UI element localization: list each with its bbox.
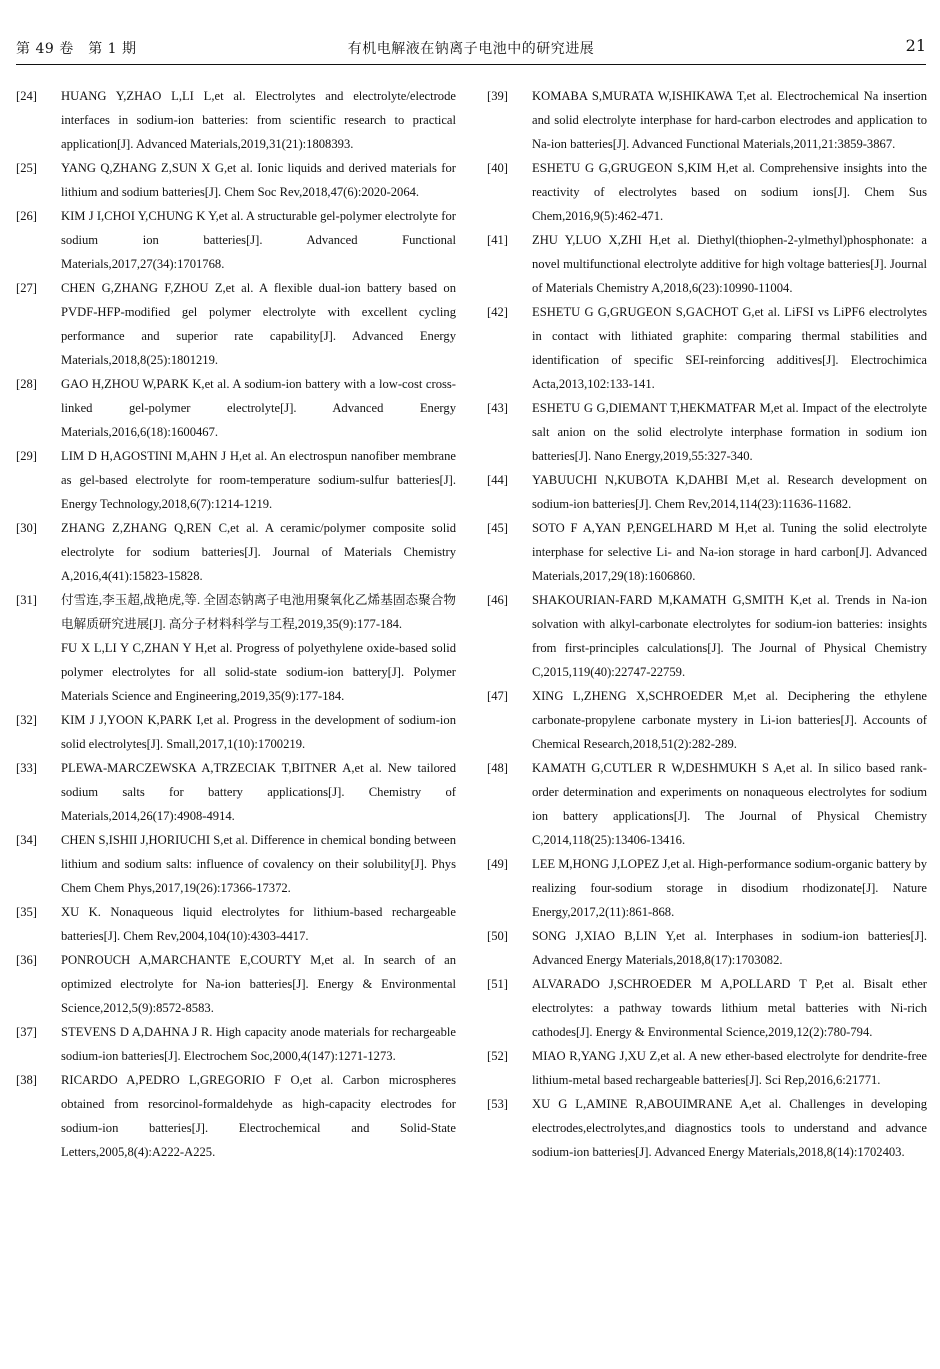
reference-number: [45] (487, 521, 508, 535)
reference-item (487, 1092, 927, 1164)
reference-number: [26] (16, 209, 37, 223)
reference-item (487, 852, 927, 924)
reference-item (16, 1020, 456, 1068)
reference-text: ZHU Y,LUO X,ZHI H,et al. Diethyl(thiophen-2-ylmethyl)phosphonate: a novel multifunctional electrolyte additive for high voltage batteries[J]. Journal of Materials Chemistry A,2018,6(23):10990-11004. (532, 233, 927, 295)
reference-item (487, 396, 927, 468)
reference-item (16, 588, 456, 708)
reference-number: [43] (487, 401, 508, 415)
reference-text: PLEWA-MARCZEWSKA A,TRZECIAK T,BITNER A,et al. New tailored sodium salts for battery applications[J]. Chemistry of Materials,2014,26(17):4908-4914. (61, 761, 456, 823)
page-number: 21 (905, 36, 926, 55)
header-rule (16, 64, 926, 65)
reference-number: [52] (487, 1049, 508, 1063)
reference-number: [41] (487, 233, 508, 247)
reference-number: [48] (487, 761, 508, 775)
reference-item (16, 516, 456, 588)
reference-text: KIM J J,YOON K,PARK I,et al. Progress in the development of sodium-ion solid electrolytes[J]. Small,2017,1(10):1700219. (61, 713, 456, 751)
reference-text: MIAO R,YANG J,XU Z,et al. A new ether-based electrolyte for dendrite-free lithium-metal based rechargeable batteries[J]. Sci Rep,2016,6:21771. (532, 1049, 927, 1087)
reference-item (487, 684, 927, 756)
volume-issue: 第 49 卷 第 1 期 (16, 41, 137, 57)
reference-number: [50] (487, 929, 508, 943)
reference-text: CHEN S,ISHII J,HORIUCHI S,et al. Difference in chemical bonding between lithium and sodium salts: influence of covalency on their solubility[J]. Phys Chem Chem Phys,2017,19(26):17366-17372. (61, 833, 456, 895)
reference-item (16, 372, 456, 444)
reference-text-translation: FU X L,LI Y C,ZHAN Y H,et al. Progress of polyethylene oxide-based solid polymer electrolytes for all solid-state sodium-ion battery[J]. Polymer Materials Science and Engineering,2019,35(9):177-184. (61, 641, 456, 703)
reference-item (16, 204, 456, 276)
reference-item (16, 84, 456, 156)
reference-number: [27] (16, 281, 37, 295)
reference-text: RICARDO A,PEDRO L,GREGORIO F O,et al. Carbon microspheres obtained from resorcinol-formaldehyde as high-capacity electrodes for sodium-ion batteries[J]. Electrochemical and Solid-State Letters,2005,8(4):A222-A225. (61, 1073, 456, 1159)
reference-text: HUANG Y,ZHAO L,LI L,et al. Electrolytes and electrolyte/electrode interfaces in sodium-ion batteries: from scientific research to practical application[J]. Advanced Materials,2019,31(21):1808393. (61, 89, 456, 151)
reference-number: [30] (16, 521, 37, 535)
reference-number: [40] (487, 161, 508, 175)
reference-number: [39] (487, 89, 508, 103)
reference-number: [38] (16, 1073, 37, 1087)
reference-number: [32] (16, 713, 37, 727)
reference-text: ZHANG Z,ZHANG Q,REN C,et al. A ceramic/polymer composite solid electrolyte for sodium batteries[J]. Journal of Materials Chemistry A,2016,4(41):15823-15828. (61, 521, 456, 583)
reference-item (16, 756, 456, 828)
running-header (16, 30, 926, 64)
reference-text: SOTO F A,YAN P,ENGELHARD M H,et al. Tuning the solid electrolyte interphase for selective Li- and Na-ion storage in hard carbon[J]. Advanced Materials,2017,29(18):1606860. (532, 521, 927, 583)
reference-item (16, 444, 456, 516)
reference-number: [33] (16, 761, 37, 775)
reference-column-right (487, 84, 927, 1164)
reference-number: [29] (16, 449, 37, 463)
reference-item (487, 468, 927, 516)
reference-item (16, 1068, 456, 1164)
reference-text: ESHETU G G,GRUGEON S,KIM H,et al. Comprehensive insights into the reactivity of electrolytes based on sodium ions[J]. Chem Sus Chem,2016,9(5):462-471. (532, 161, 927, 223)
reference-item (487, 972, 927, 1044)
reference-text: SHAKOURIAN-FARD M,KAMATH G,SMITH K,et al. Trends in Na-ion solvation with alkyl-carbonate electrolytes for sodium-ion batteries: insights from first-principles calculations[J]. The Journal of Physical Chemistry C,2015,119(40):22747-22759. (532, 593, 927, 679)
reference-item (16, 708, 456, 756)
reference-text: ESHETU G G,GRUGEON S,GACHOT G,et al. LiFSI vs LiPF6 electrolytes in contact with lithiated graphite: comparing thermal stabilities and identification of specific SEI-reinforcing additives[J]. Electrochimica Acta,2013,102:133-141. (532, 305, 927, 391)
reference-item (16, 156, 456, 204)
reference-text: LEE M,HONG J,LOPEZ J,et al. High-performance sodium-organic battery by realizing four-sodium storage in disodium rhodizonate[J]. Nature Energy,2017,2(11):861-868. (532, 857, 927, 919)
reference-item (487, 588, 927, 684)
reference-item (487, 156, 927, 228)
reference-text: CHEN G,ZHANG F,ZHOU Z,et al. A flexible dual-ion battery based on PVDF-HFP-modified gel polymer electrolyte with excellent cycling performance and superior rate capability[J]. Advanced Energy Materials,2018,8(25):1801219. (61, 281, 456, 367)
reference-number: [36] (16, 953, 37, 967)
reference-text: XU K. Nonaqueous liquid electrolytes for lithium-based rechargeable batteries[J]. Chem Rev,2004,104(10):4303-4417. (61, 905, 456, 943)
reference-item (487, 924, 927, 972)
reference-text: 付雪连,李玉超,战艳虎,等. 全固态钠离子电池用聚氧化乙烯基固态聚合物电解质研究进展[J]. 高分子材料科学与工程,2019,35(9):177-184. (61, 593, 456, 631)
reference-item (487, 1044, 927, 1092)
reference-item (16, 900, 456, 948)
reference-text: YABUUCHI N,KUBOTA K,DAHBI M,et al. Research development on sodium-ion batteries[J]. Chem Rev,2014,114(23):11636-11682. (532, 473, 927, 511)
reference-text: YANG Q,ZHANG Z,SUN X G,et al. Ionic liquids and derived materials for lithium and sodium batteries[J]. Chem Soc Rev,2018,47(6):2020-2064. (61, 161, 456, 199)
reference-text: LIM D H,AGOSTINI M,AHN J H,et al. An electrospun nanofiber membrane as gel-based electrolyte for room-temperature sodium-sulfur batteries[J]. Energy Technology,2018,6(7):1214-1219. (61, 449, 456, 511)
reference-number: [31] (16, 593, 37, 607)
reference-number: [28] (16, 377, 37, 391)
reference-item (16, 828, 456, 900)
reference-number: [44] (487, 473, 508, 487)
reference-item (487, 84, 927, 156)
reference-text: ALVARADO J,SCHROEDER M A,POLLARD T P,et al. Bisalt ether electrolytes: a pathway towards lithium metal batteries with Ni-rich cathodes[J]. Energy & Environmental Science,2019,12(2):780-794. (532, 977, 927, 1039)
reference-number: [47] (487, 689, 508, 703)
reference-item (487, 756, 927, 852)
reference-text: KIM J I,CHOI Y,CHUNG K Y,et al. A structurable gel-polymer electrolyte for sodium ion batteries[J]. Advanced Functional Materials,2017,27(34):1701768. (61, 209, 456, 271)
reference-item (487, 300, 927, 396)
reference-text: ESHETU G G,DIEMANT T,HEKMATFAR M,et al. Impact of the electrolyte salt anion on the solid electrolyte interphase formation in sodium ion batteries[J]. Nano Energy,2019,55:327-340. (532, 401, 927, 463)
reference-column-left (16, 84, 456, 1164)
reference-text: GAO H,ZHOU W,PARK K,et al. A sodium-ion battery with a low-cost cross-linked gel-polymer electrolyte[J]. Advanced Energy Materials,2016,6(18):1600467. (61, 377, 456, 439)
reference-number: [25] (16, 161, 37, 175)
reference-text: KAMATH G,CUTLER R W,DESHMUKH S A,et al. In silico based rank-order determination and experiments on nonaqueous electrolytes for sodium ion battery applications[J]. The Journal of Physical Chemistry C,2014,118(25):13406-13416. (532, 761, 927, 847)
reference-number: [24] (16, 89, 37, 103)
running-title: 有机电解液在钠离子电池中的研究进展 (347, 41, 595, 57)
reference-number: [35] (16, 905, 37, 919)
reference-number: [49] (487, 857, 508, 871)
reference-text: XU G L,AMINE R,ABOUIMRANE A,et al. Challenges in developing electrodes,electrolytes,and diagnostics tools to understand and advance sodium-ion batteries[J]. Advanced Energy Materials,2018,8(14):1702403. (532, 1097, 927, 1159)
reference-item (16, 276, 456, 372)
reference-item (16, 948, 456, 1020)
reference-number: [51] (487, 977, 508, 991)
reference-item (487, 228, 927, 300)
reference-number: [37] (16, 1025, 37, 1039)
reference-text: XING L,ZHENG X,SCHROEDER M,et al. Deciphering the ethylene carbonate-propylene carbonate mystery in Li-ion batteries[J]. Accounts of Chemical Research,2018,51(2):282-289. (532, 689, 927, 751)
reference-number: [46] (487, 593, 508, 607)
reference-number: [53] (487, 1097, 508, 1111)
reference-number: [42] (487, 305, 508, 319)
reference-text: PONROUCH A,MARCHANTE E,COURTY M,et al. In search of an optimized electrolyte for Na-ion batteries[J]. Energy & Environmental Science,2012,5(9):8572-8583. (61, 953, 456, 1015)
reference-item (487, 516, 927, 588)
reference-number: [34] (16, 833, 37, 847)
reference-text: SONG J,XIAO B,LIN Y,et al. Interphases in sodium-ion batteries[J]. Advanced Energy Materials,2018,8(17):1703082. (532, 929, 927, 967)
reference-text: STEVENS D A,DAHNA J R. High capacity anode materials for rechargeable sodium-ion batteries[J]. Electrochem Soc,2000,4(147):1271-1273. (61, 1025, 456, 1063)
reference-text: KOMABA S,MURATA W,ISHIKAWA T,et al. Electrochemical Na insertion and solid electrolyte interphase for hard-carbon electrodes and application to Na-ion batteries[J]. Advanced Functional Materials,2011,21:3859-3867. (532, 89, 927, 151)
